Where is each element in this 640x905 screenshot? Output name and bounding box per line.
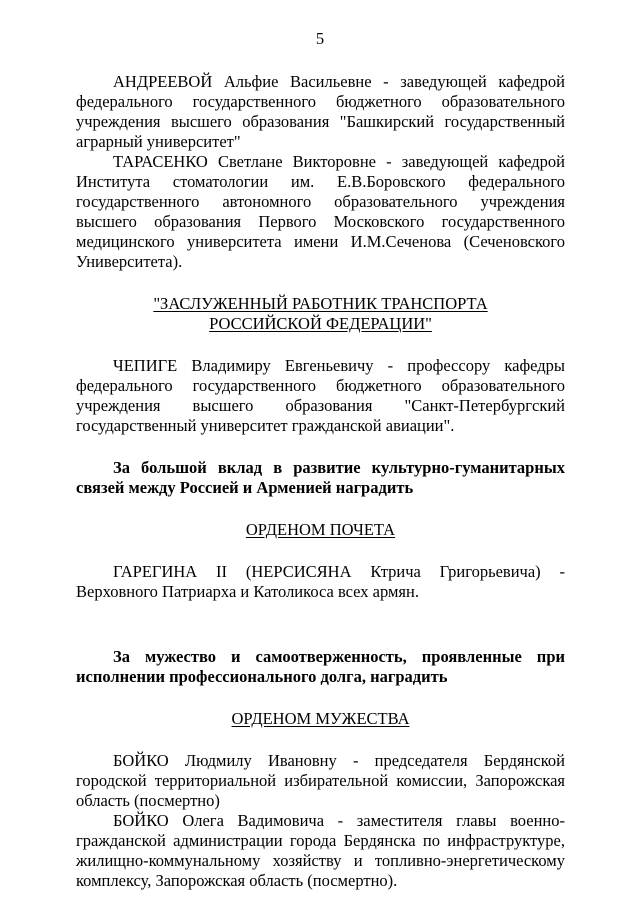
award-recipient-tarasenko: ТАРАСЕНКО Светлане Викторовне - заведующей кафедрой Института стоматологии им. Е.В.Боровского федерального государственного автономного образовательного учреждения высшего образования Первого Московского государственного медицинского университета имени И.М.Сеченова (Сеченовского Университета). [76,152,565,271]
award-title-transport [76,294,565,334]
page-number: 5 [315,29,325,48]
award-recipient-garegin: ГАРЕГИНА II (НЕРСИСЯНА Ктрича Григорьевича) - Верховного Патриарха и Католикоса всех армян. [76,562,565,601]
award-recipient-boyko-lyudmila: БОЙКО Людмилу Ивановну - председателя Бердянской городской территориальной избирательной комиссии, Запорожская область (посмертно) [76,751,565,810]
decree-intro-courage: За мужество и самоотверженность, проявленные при исполнении профессионального долга, наградить [76,647,565,686]
award-title-order-of-courage: ОРДЕНОМ МУЖЕСТВА [231,709,410,728]
award-title-transport-line2: РОССИЙСКОЙ ФЕДЕРАЦИИ" [209,314,432,333]
award-recipient-andreeva: АНДРЕЕВОЙ Альфие Васильевне - заведующей кафедрой федерального государственного бюджетного образовательного учреждения высшего образования "Башкирский государственный аграрный университет" [76,72,565,151]
document-body [76,72,565,891]
decree-intro-culture: За большой вклад в развитие культурно-гуманитарных связей между Россией и Арменией наградить [76,458,565,497]
award-title-transport-line1: "ЗАСЛУЖЕННЫЙ РАБОТНИК ТРАНСПОРТА [153,294,488,313]
award-recipient-chepiga: ЧЕПИГЕ Владимиру Евгеньевичу - профессору кафедры федерального государственного бюджетного образовательного учреждения высшего образования "Санкт-Петербургский государственный университет гражданской авиации". [76,356,565,435]
award-recipient-boyko-oleg: БОЙКО Олега Вадимовича - заместителя главы военно-гражданской администрации города Бердянска по инфраструктуре, жилищно-коммунальному хозяйству и топливно-энергетическому комплексу, Запорожская область (посмертно). [76,811,565,890]
award-title-order-of-honor: ОРДЕНОМ ПОЧЕТА [245,520,396,539]
